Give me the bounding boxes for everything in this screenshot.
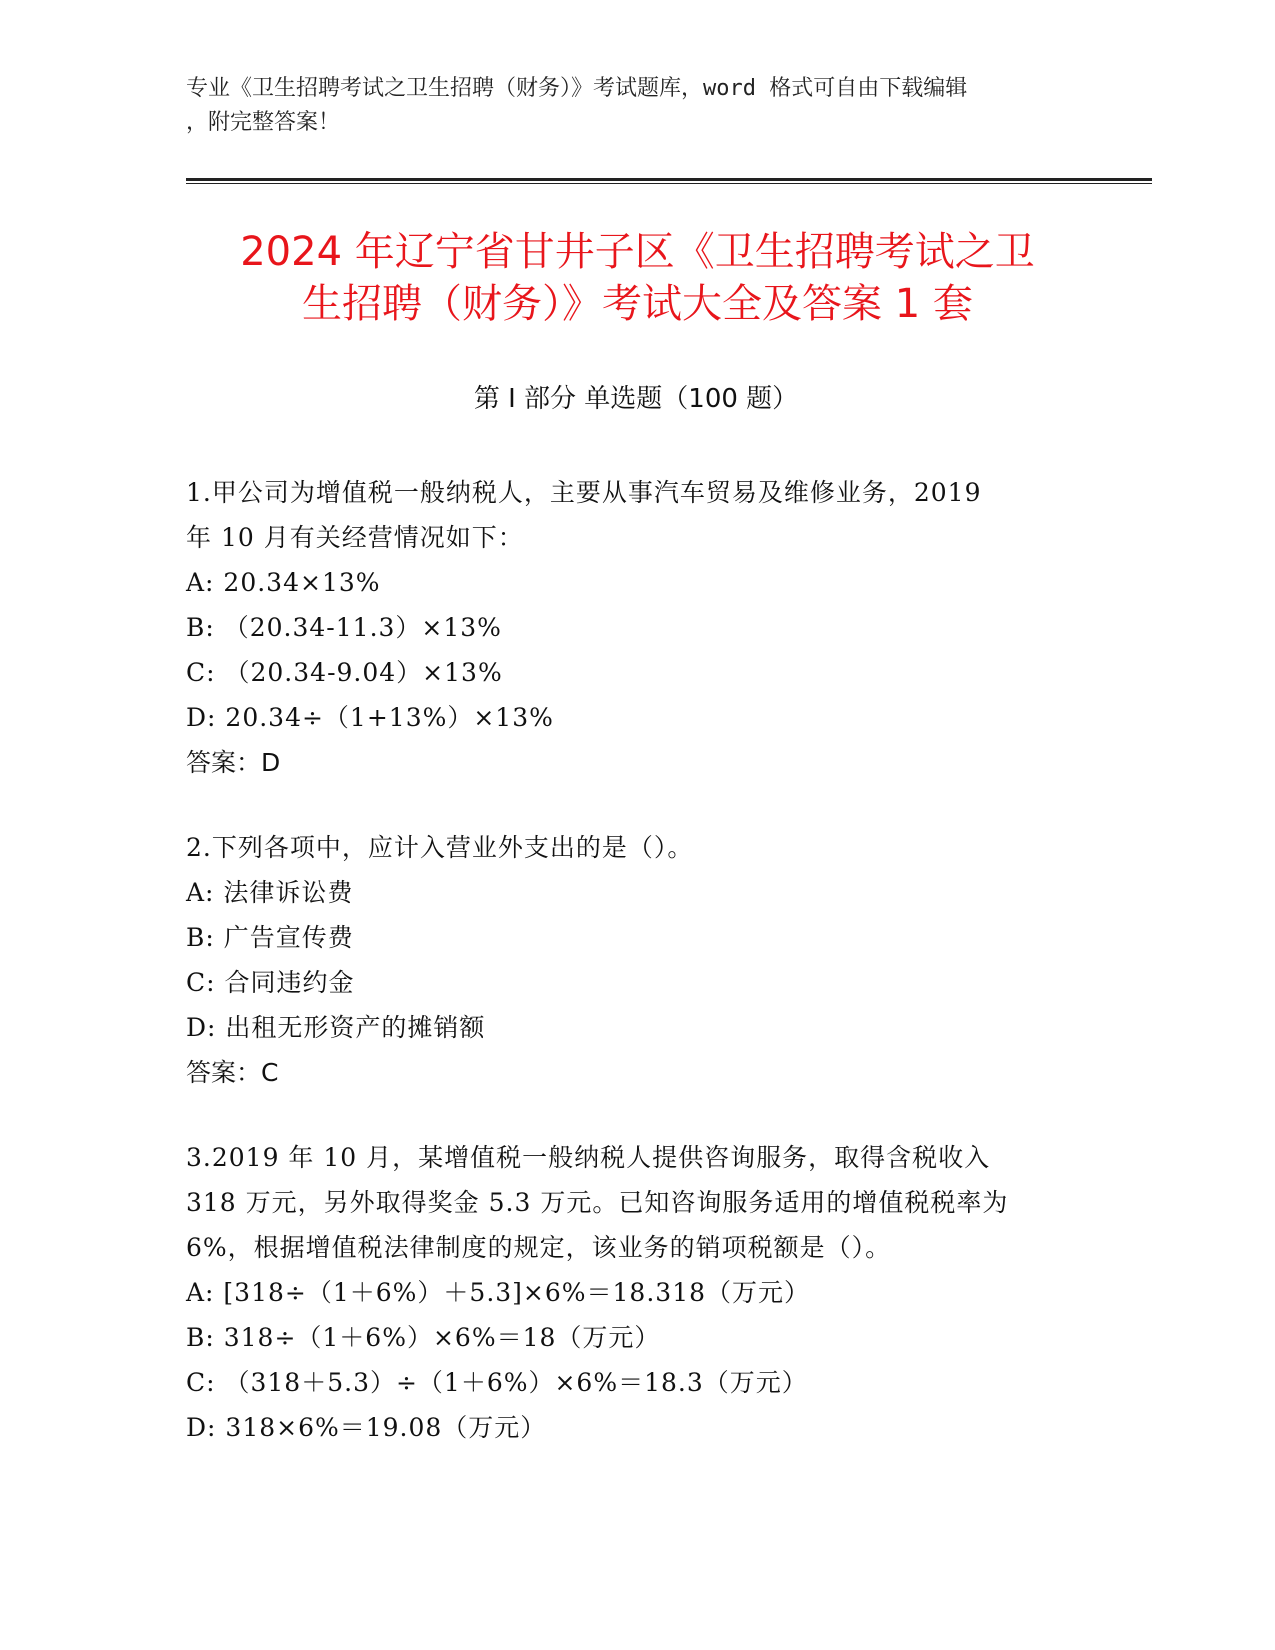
option-c: C: （318＋5.3）÷（1＋6%）×6%＝18.3（万元） xyxy=(186,1368,808,1397)
option-b: B: （20.34-11.3）×13% xyxy=(186,613,502,642)
header-note-line: ，附完整答案！ xyxy=(186,110,341,135)
header-note xyxy=(186,72,1086,140)
header-note-line: 专业《卫生招聘考试之卫生招聘（财务）》考试题库，word 格式可自由下载编辑 xyxy=(186,76,968,101)
option-a: A: 20.34×13% xyxy=(186,568,381,597)
answer: 答案：C xyxy=(186,1058,279,1087)
option-b: B: 广告宣传费 xyxy=(186,923,354,952)
question-stem: 318 万元，另外取得奖金 5.3 万元。已知咨询服务适用的增值税税率为 xyxy=(186,1188,1009,1217)
option-d: D: 318×6%＝19.08（万元） xyxy=(186,1413,547,1442)
option-a: A: [318÷（1＋6%）＋5.3]×6%＝18.318（万元） xyxy=(186,1278,811,1307)
option-c: C: 合同违约金 xyxy=(186,968,355,997)
option-d: D: 20.34÷（1+13%）×13% xyxy=(186,703,554,732)
header-divider-thin xyxy=(186,183,1152,184)
option-a: A: 法律诉讼费 xyxy=(186,878,354,907)
section-heading: 第 I 部分 单选题（100 题） xyxy=(473,384,799,414)
header-divider xyxy=(186,178,1152,181)
document-title-line: 2024 年辽宁省甘井子区《卫生招聘考试之卫 xyxy=(240,229,1035,275)
question-item xyxy=(186,1135,1086,1450)
document-title-line: 生招聘（财务）》考试大全及答案 1 套 xyxy=(302,281,973,327)
document-title xyxy=(160,226,1115,330)
question-item xyxy=(186,825,1086,1095)
question-stem: 年 10 月有关经营情况如下： xyxy=(186,523,524,552)
option-d: D: 出租无形资产的摊销额 xyxy=(186,1013,486,1042)
option-c: C: （20.34-9.04）×13% xyxy=(186,658,503,687)
question-stem: 3.2019 年 10 月，某增值税一般纳税人提供咨询服务，取得含税收入 xyxy=(186,1143,991,1172)
question-list xyxy=(186,470,1086,1490)
question-stem: 6%，根据增值税法律制度的规定，该业务的销项税额是（）。 xyxy=(186,1233,892,1262)
question-stem: 1.甲公司为增值税一般纳税人，主要从事汽车贸易及维修业务，2019 xyxy=(186,478,982,507)
option-b: B: 318÷（1＋6%）×6%＝18（万元） xyxy=(186,1323,661,1352)
question-item xyxy=(186,470,1086,785)
question-stem: 2.下列各项中，应计入营业外支出的是（）。 xyxy=(186,833,694,862)
answer: 答案：D xyxy=(186,748,281,777)
